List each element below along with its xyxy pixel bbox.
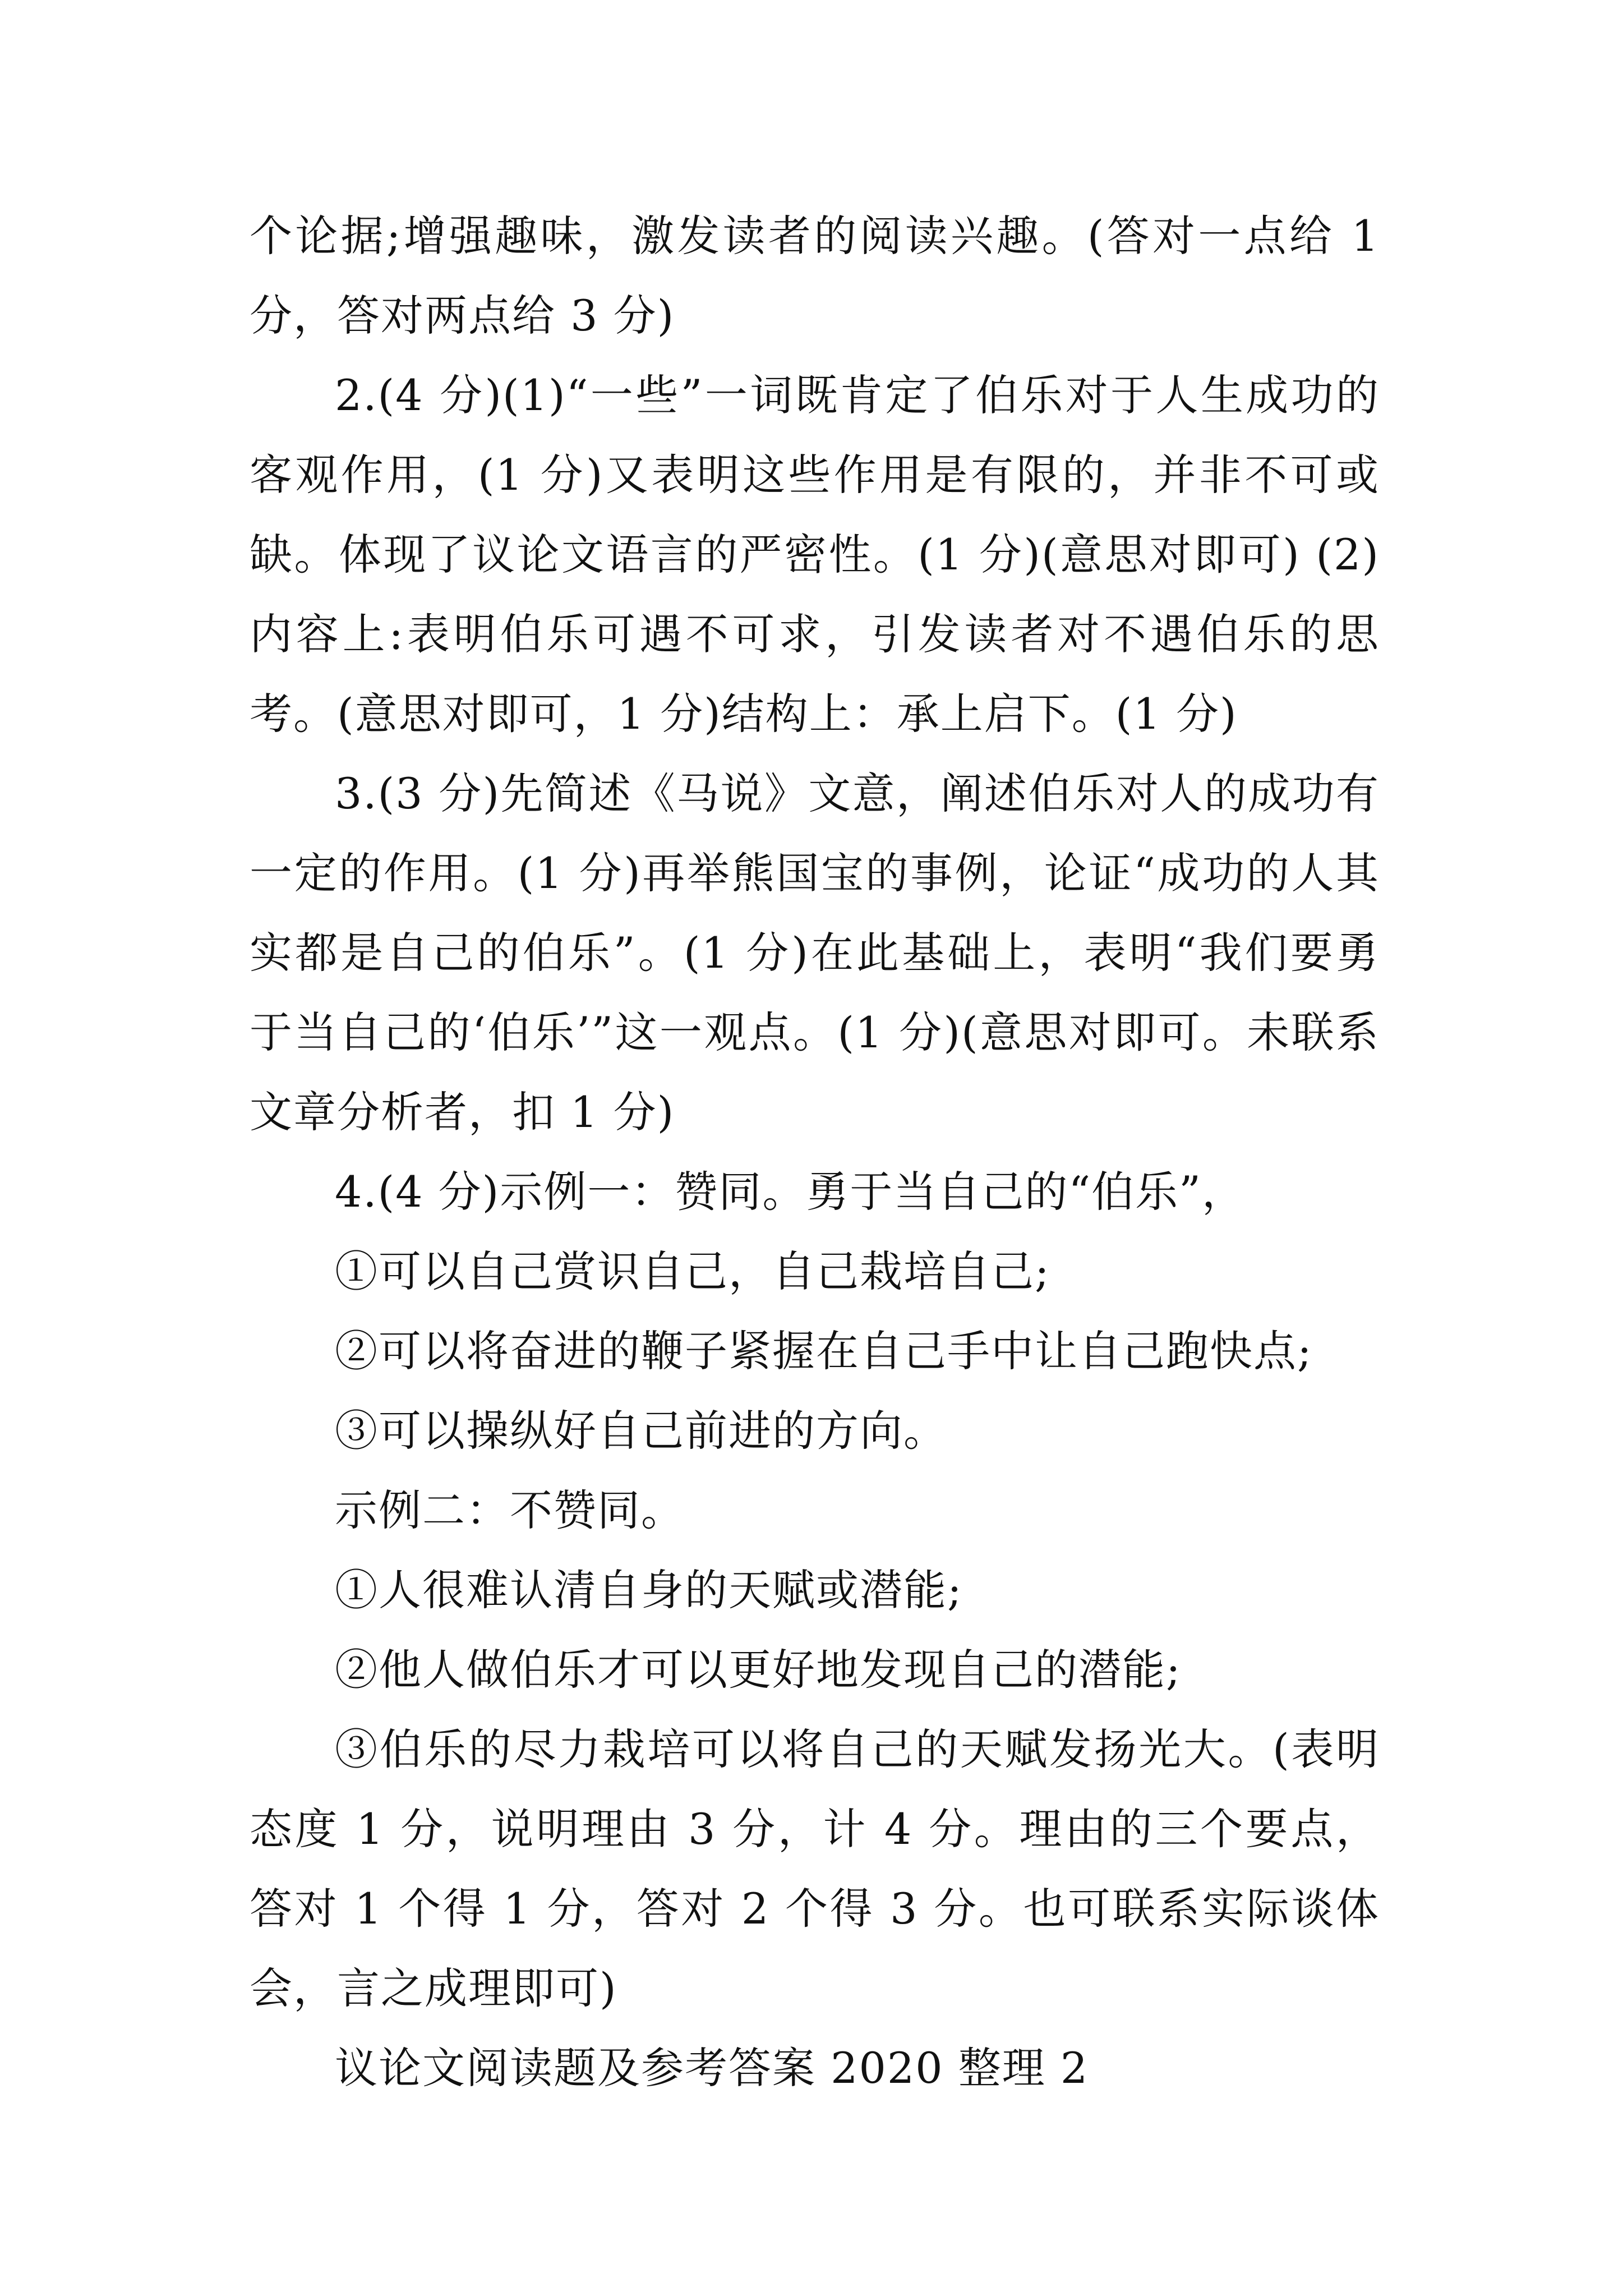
- paragraph-answer-1-continued: 个论据;增强趣味，激发读者的阅读兴趣。(答对一点给 1 分，答对两点给 3 分): [250, 211, 1380, 341]
- list-item: ①人很难认清自身的天赋或潜能;: [335, 1565, 963, 1615]
- section-heading: 议论文阅读题及参考答案 2020 整理 2: [335, 2043, 1089, 2093]
- paragraph-answer-4: 4.(4 分)示例一：赞同。勇于当自己的“伯乐”，: [335, 1167, 1246, 1217]
- list-item: ③伯乐的尽力栽培可以将自己的天赋发扬光大。(表明态度 1 分，说明理由 3 分，计 4 分。理由的三个要点，答对 1 个得 1 分，答对 2 个得 3 分。也可联系实际谈体会，言之成理即可): [250, 1724, 1380, 2013]
- list-item: ②他人做伯乐才可以更好地发现自己的潜能;: [335, 1645, 1182, 1695]
- paragraph-answer-2: 2.(4 分)(1)“一些”一词既肯定了伯乐对于人生成功的客观作用，(1 分)又表明这些作用是有限的，并非不可或缺。体现了议论文语言的严密性。(1 分)(意思对即可) (2)内容上:表明伯乐可遇不可求，引发读者对不遇伯乐的思考。(意思对即可，1 分)结构上：承上启下。(1 分): [250, 370, 1380, 739]
- document-body: [250, 196, 1380, 2108]
- example-two-label: 示例二：不赞同。: [335, 1485, 685, 1535]
- list-item: ③可以操纵好自己前进的方向。: [335, 1406, 947, 1456]
- list-item: ②可以将奋进的鞭子紧握在自己手中让自己跑快点;: [335, 1326, 1313, 1376]
- list-item: ①可以自己赏识自己，自己栽培自己;: [335, 1246, 1050, 1296]
- paragraph-answer-3: 3.(3 分)先简述《马说》文意，阐述伯乐对人的成功有一定的作用。(1 分)再举熊国宝的事例，论证“成功的人其实都是自己的伯乐”。(1 分)在此基础上，表明“我们要勇于当自己的‘伯乐’”这一观点。(1 分)(意思对即可。未联系文章分析者，扣 1 分): [250, 769, 1380, 1137]
